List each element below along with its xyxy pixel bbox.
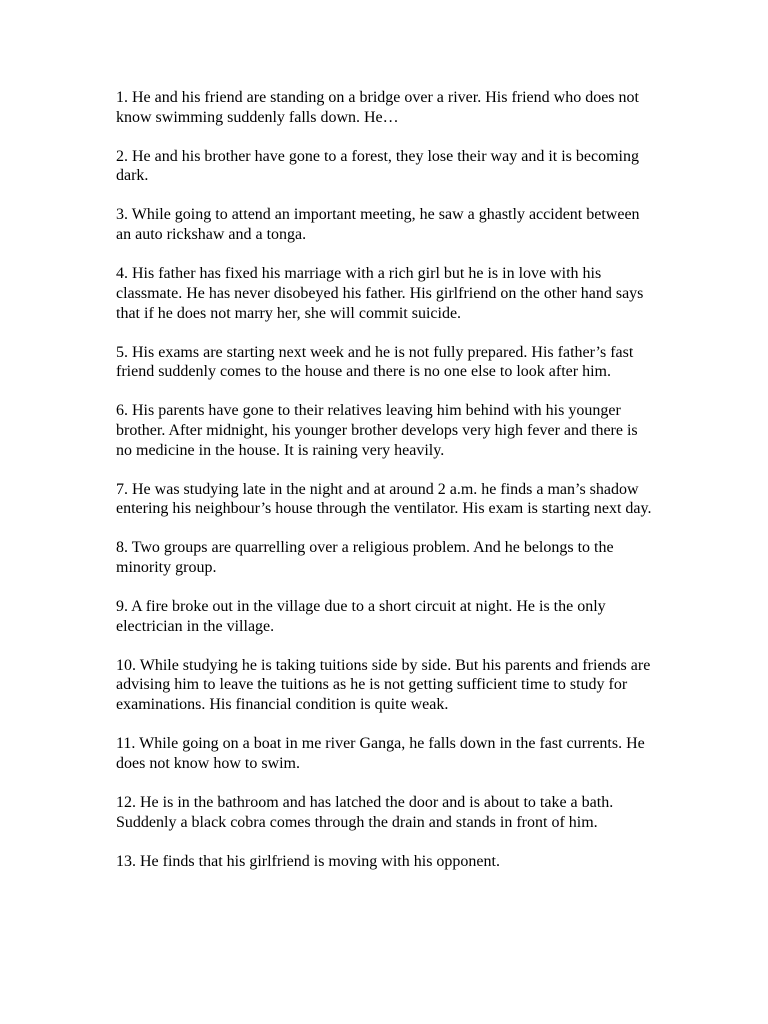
document-body (116, 88, 654, 871)
situation-item-7: 7. He was studying late in the night and at around 2 a.m. he finds a man’s shadow entering his neighbour’s house through the ventilator. His exam is starting next day. (116, 480, 652, 518)
situation-item-5: 5. His exams are starting next week and he is not fully prepared. His father’s fast friend suddenly comes to the house and there is no one else to look after him. (116, 343, 634, 381)
situation-item-13: 13. He finds that his girlfriend is moving with his opponent. (116, 852, 500, 870)
situation-item-1: 1. He and his friend are standing on a bridge over a river. His friend who does not know swimming suddenly falls down. He… (116, 89, 639, 126)
situation-item-3: 3. While going to attend an important meeting, he saw a ghastly accident between an auto rickshaw and a tonga. (116, 206, 640, 244)
situation-item-6: 6. His parents have gone to their relatives leaving him behind with his younger brother. After midnight, his younger brother develops very high fever and there is no medicine in the house. It is raining very heavily. (116, 402, 638, 459)
situation-item-9: 9. A fire broke out in the village due to a short circuit at night. He is the only electrician in the village. (116, 598, 606, 635)
situation-item-2: 2. He and his brother have gone to a forest, they lose their way and it is becoming dark. (116, 147, 639, 185)
situation-item-12: 12. He is in the bathroom and has latched the door and is about to take a bath. Suddenly a black cobra comes through the drain and stands in front of him. (116, 793, 614, 831)
situation-item-11: 11. While going on a boat in me river Ganga, he falls down in the fast currents. He does not know how to swim. (116, 735, 645, 772)
situation-item-4: 4. His father has fixed his marriage with a rich girl but he is in love with his classmate. He has never disobeyed his father. His girlfriend on the other hand says that if he does not marry her, she will commit suicide. (116, 265, 644, 322)
situation-item-10: 10. While studying he is taking tuitions side by side. But his parents and friends are advising him to leave the tuitions as he is not getting sufficient time to study for examinations. His financial condition is quite weak. (116, 656, 651, 714)
situation-item-8: 8. Two groups are quarrelling over a religious problem. And he belongs to the minority group. (116, 539, 614, 577)
